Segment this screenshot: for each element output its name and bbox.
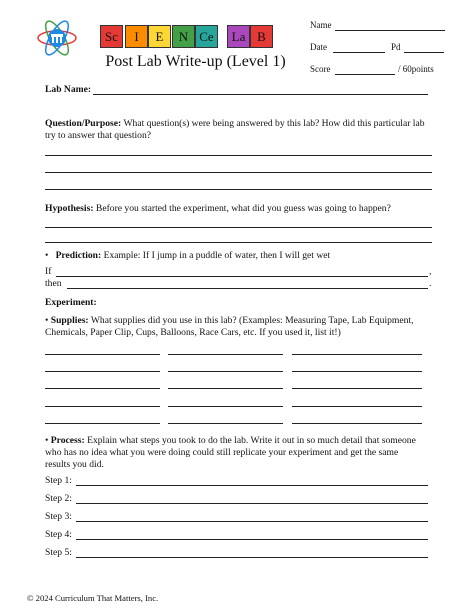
score-field[interactable] (335, 74, 395, 75)
prediction-then-field[interactable] (67, 288, 428, 289)
supply-line[interactable] (45, 354, 160, 355)
name-label: Name (310, 20, 332, 30)
logo-tile-e: E (148, 25, 171, 48)
logo-tile-n: N (172, 25, 195, 48)
question-prompt-line-1 (45, 118, 425, 130)
hypothesis-answer-line-1[interactable] (45, 227, 432, 228)
step-field[interactable] (76, 503, 428, 504)
pd-field[interactable] (404, 52, 444, 53)
supply-line[interactable] (292, 371, 422, 372)
supply-line[interactable] (168, 371, 283, 372)
supply-line[interactable] (292, 406, 422, 407)
supply-line[interactable] (168, 423, 283, 424)
experiment-label: Experiment: (45, 297, 97, 308)
process-text-3: results you did. (45, 459, 104, 470)
hypothesis-label: Hypothesis: (45, 203, 94, 214)
prediction-prompt (45, 250, 330, 262)
question-text-1: What question(s) were being answered by this lab? How did this particular lab (123, 118, 425, 129)
score-suffix: / 60points (398, 64, 434, 74)
step-label: Step 2: (45, 493, 72, 504)
supply-line[interactable] (168, 388, 283, 389)
logo-tile-i: I (125, 25, 148, 48)
supply-line[interactable] (168, 354, 283, 355)
pd-label: Pd (391, 42, 401, 52)
worksheet-title: Post Lab Write-up (Level 1) (105, 53, 286, 70)
prediction-label: Prediction: (55, 250, 102, 261)
copyright-footer: © 2024 Curriculum That Matters, Inc. (27, 593, 159, 603)
process-label: Process: (50, 435, 85, 446)
step-field[interactable] (76, 521, 428, 522)
lab-name-field[interactable] (93, 94, 428, 95)
hypothesis-prompt (45, 203, 391, 215)
logo-tile-b: B (250, 25, 273, 48)
supply-line[interactable] (292, 423, 422, 424)
supply-line[interactable] (292, 354, 422, 355)
supply-line[interactable] (292, 388, 422, 389)
step-label: Step 3: (45, 511, 72, 522)
supply-line[interactable] (168, 406, 283, 407)
hypothesis-answer-line-2[interactable] (45, 242, 432, 243)
question-label: Question/Purpose: (45, 118, 122, 129)
supplies-text-1: What supplies did you use in this lab? (Examples: Measuring Tape, Lab Equipment, (90, 315, 414, 326)
prediction-comma: , (429, 266, 432, 277)
supplies-text-2: Chemicals, Paper Clip, Cups, Balloons, Race Cars, etc. If you used it, list it!) (45, 327, 341, 338)
step-field[interactable] (76, 557, 428, 558)
step-label: Step 5: (45, 547, 72, 558)
process-text-2: who has no idea what you were doing could still replicate your experiment and get the same (45, 447, 399, 458)
atom-logo-icon (36, 20, 78, 56)
supply-line[interactable] (45, 406, 160, 407)
date-field[interactable] (333, 52, 385, 53)
supplies-bullet: • (45, 315, 49, 326)
prediction-bullet: • (45, 250, 49, 261)
prediction-then-label: then (45, 278, 62, 289)
logo-tile-ce: Ce (195, 25, 218, 48)
supplies-label: Supplies: (50, 315, 89, 326)
hypothesis-text: Before you started the experiment, what did you guess was going to happen? (95, 203, 391, 214)
question-answer-line-3[interactable] (45, 189, 432, 190)
step-field[interactable] (76, 485, 428, 486)
process-text-1: Explain what steps you took to do the lab. Write it out in so much detail that someone (87, 435, 416, 446)
logo-tile-la: La (227, 25, 250, 48)
prediction-period: . (429, 278, 432, 289)
process-prompt-line-1 (45, 435, 416, 447)
question-text-2: try to answer that question? (45, 130, 152, 141)
step-label: Step 1: (45, 475, 72, 486)
supply-line[interactable] (45, 423, 160, 424)
process-bullet: • (45, 435, 49, 446)
question-answer-line-1[interactable] (45, 155, 432, 156)
name-field[interactable] (335, 30, 445, 31)
logo-tile-sc: Sc (100, 25, 123, 48)
supply-line[interactable] (45, 388, 160, 389)
prediction-text: Example: If I jump in a puddle of water, then I will get wet (103, 250, 331, 261)
prediction-if-label: If (45, 266, 52, 277)
date-label: Date (310, 42, 327, 52)
question-answer-line-2[interactable] (45, 172, 432, 173)
prediction-if-field[interactable] (56, 276, 428, 277)
supplies-prompt-line-1 (45, 315, 413, 327)
lab-name-label: Lab Name: (45, 84, 92, 95)
supply-line[interactable] (45, 371, 160, 372)
step-field[interactable] (76, 539, 428, 540)
score-label: Score (310, 64, 331, 74)
step-label: Step 4: (45, 529, 72, 540)
